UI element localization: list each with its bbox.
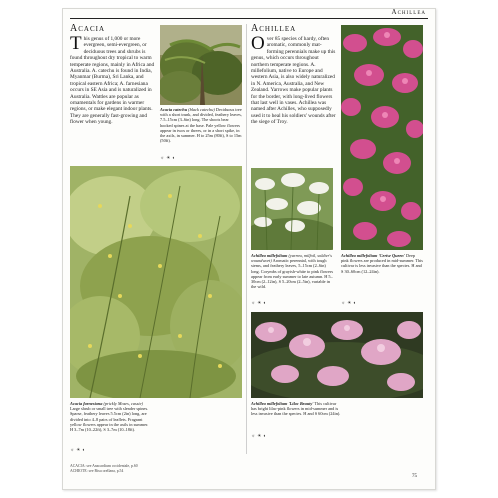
footer-cross-references <box>70 464 270 474</box>
achillea-cerise-queen-icons: ☼ ☀ ◐ <box>341 300 357 305</box>
achillea-millefolium-caption <box>251 253 335 289</box>
achillea-lilac-beauty-name: Achillea millefolium 'Lilac Beauty' <box>251 401 314 406</box>
acacia-catechu-photo <box>160 25 242 105</box>
achillea-millefolium-common: (yarrow, milfoil, soldier's woundwort) <box>251 253 332 264</box>
achillea-cerise-queen-photo <box>341 25 423 250</box>
acacia-catechu-name: Acacia catechu <box>160 107 188 112</box>
achillea-lilac-beauty-icons: ☼ ☀ ◐ <box>251 433 267 438</box>
achillea-title: Achillea <box>251 23 297 34</box>
achillea-lilac-beauty-caption <box>251 401 341 417</box>
footer-line-acacia: ACACIA: see Anacardium occidentale, p.60 <box>70 464 138 468</box>
acacia-body <box>70 33 156 126</box>
page-number: 75 <box>412 474 417 479</box>
acacia-dropcap: T <box>70 33 82 54</box>
achillea-cerise-queen-text: Deep pink flowers are produced in mid-summer. This cultivar is less invasive than the species. H and S 30–60cm (12–24in). <box>341 253 423 274</box>
acacia-farnesiana-text: Large shrub or small tree with slender spines. Sparse, feathery leaves 5.5cm (2in) long, are divided into 4–8 pairs of leaflets. Fragrant yellow flowers appear in the axils in summer. H 3–7m (10–22ft), S 3–7m (10–18ft). <box>70 406 149 433</box>
column-divider <box>246 24 247 454</box>
header-rule <box>70 18 428 19</box>
acacia-farnesiana-icons: ☼ ☀ ◐ <box>70 447 86 452</box>
footer-line-achiote: ACHIOTE: see Bixa orellana, p.54 <box>70 468 124 473</box>
acacia-catechu-icons: ☼ ☀ ◐ <box>160 155 176 160</box>
achillea-millefolium-photo <box>251 168 333 250</box>
acacia-farnesiana-photo <box>70 166 242 398</box>
achillea-cerise-queen-name: Achillea millefolium 'Cerise Queen' <box>341 253 405 258</box>
achillea-lilac-beauty-text: This cultivar has bright lilac-pink flowers in mid-summer and is less invasive than the species. H and S 60cm (24in). <box>251 401 341 417</box>
acacia-farnesiana-common: (prickly Moses, cassie) <box>103 401 143 406</box>
achillea-body-text: ver 85 species of hardy, often aromatic, commonly mat-forming perennials make up this genus, which occurs throughout northern temperate regions. A. millefolium, native to Europe and western Asia, is also widely naturalized in N. America, Australia, and New Zealand. Yarrows make popular plants for the border, with long-lived flowers that last well in vases. Achillea was named after Achilles, who supposedly used it to heal his soldiers' wounds after the siege of Troy. <box>251 36 336 126</box>
acacia-title: Acacia <box>70 23 106 34</box>
acacia-catechu-text: Deciduous tree with a short trunk, and divided, feathery leaves, 7.5–15cm (3–6in) long. The shoots bear hooked spines at the base. Pale yellow flowers appear in twos or threes, or in a short spike, in the axils, in summer. H to 25m (80ft), S to 15m (50ft). <box>160 107 242 144</box>
achillea-millefolium-icons: ☼ ☀ ◐ <box>251 300 267 305</box>
running-head: Achillea <box>391 8 426 16</box>
achillea-body <box>251 33 337 126</box>
acacia-body-text: his genus of 1,000 or more evergreen, semi-evergreen, or deciduous trees and shrubs is found throughout dry tropical to warm temperate regions, mainly in Africa and Australia. A. catechu is found in India, Myanmar (Burma), Sri Lanka, and tropical eastern Africa; A. farnesiana occurs in SE Asia and is naturalized in Australia. Wattles are popular as ornamentals for gardens in warmer regions, or make elegant indoor plants. They are generally fast-growing and flower when young. <box>70 36 155 126</box>
achillea-lilac-beauty-photo <box>251 312 423 398</box>
achillea-dropcap: O <box>251 33 265 54</box>
acacia-catechu-caption <box>160 107 242 143</box>
achillea-cerise-queen-caption <box>341 253 423 274</box>
acacia-farnesiana-name: Acacia farnesiana <box>70 401 103 406</box>
achillea-millefolium-text: Aromatic perennial, with tough stems, and feathery leaves, 5–15cm (2–6in) long. Corymbs of grayish-white to pink flowers appear from early summer to late autumn. H 5–30cm (2–12in), S 5–20cm (2–5in), variable in the wild. <box>251 258 333 290</box>
achillea-millefolium-name: Achillea millefolium <box>251 253 288 258</box>
acacia-farnesiana-caption <box>70 401 152 432</box>
acacia-catechu-common: (black catechu) <box>188 107 215 112</box>
